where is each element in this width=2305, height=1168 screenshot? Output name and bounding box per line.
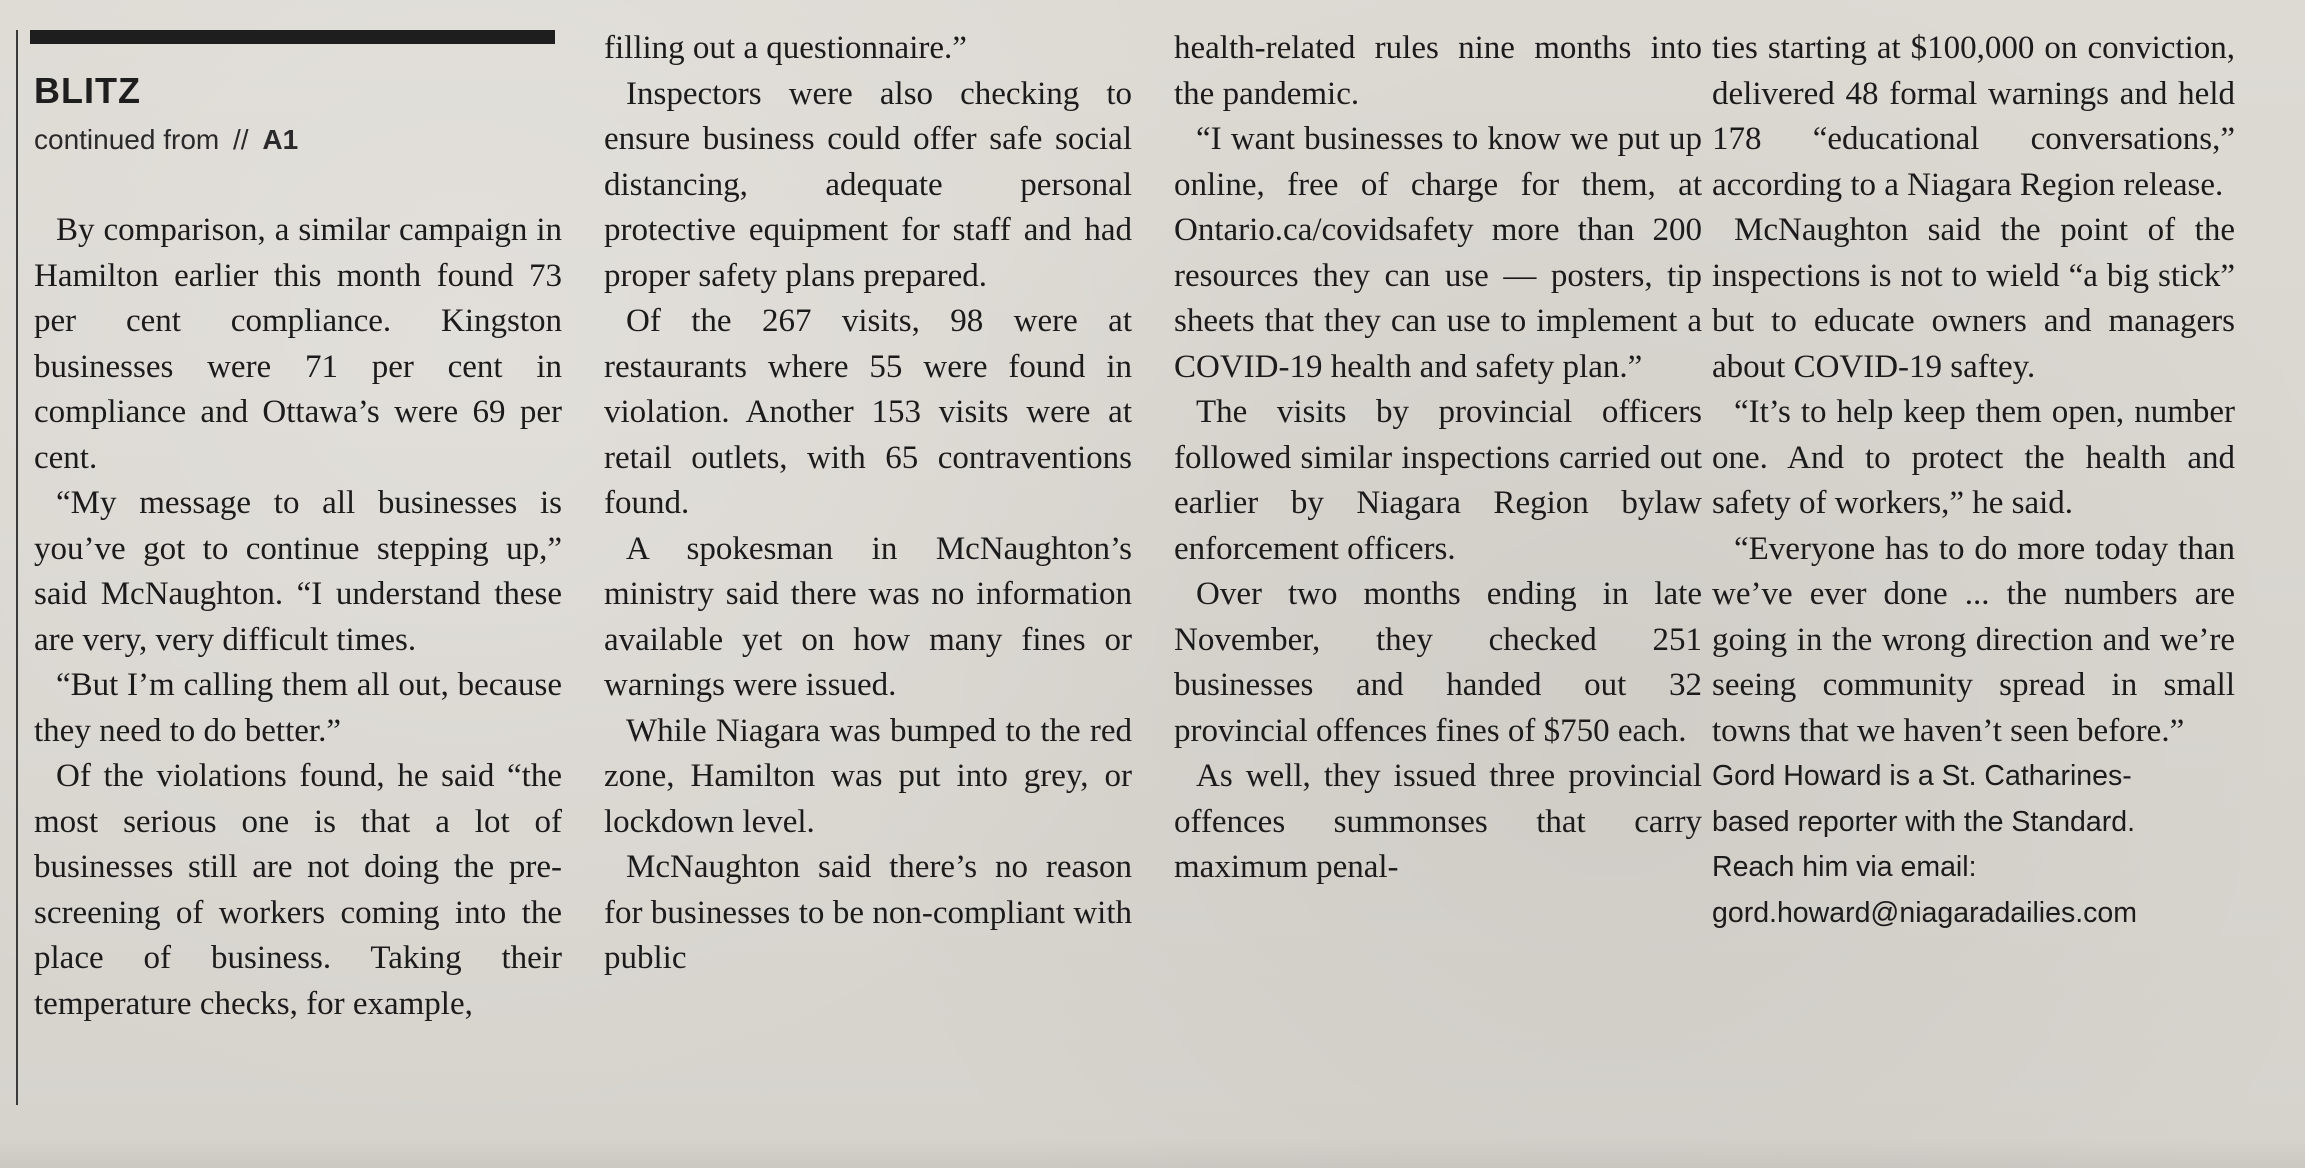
paragraph: By comparison, a similar campaign in Hamilton earlier this month found 73 per cent compliance. Kingston businesses were 71 per cent in compliance and Ottawa’s were 69 per cent.	[34, 212, 562, 476]
bio-line: Reach him via email:	[1712, 851, 1977, 883]
paragraph: “My message to all businesses is you’ve got to continue stepping up,” said McNaughton. “I understand these are very, very difficult times.	[34, 485, 562, 658]
paragraph: Over two months ending in late November, they checked 251 businesses and handed out 32 provincial offences fines of $750 each.	[1174, 576, 1702, 749]
jump-text: continued from	[34, 124, 220, 155]
paragraph: filling out a questionnaire.”	[604, 30, 967, 66]
paragraph: ties starting at $100,000 on conviction, delivered 48 formal warnings and held 178 “educational conversations,” according to a Niagara Region release.	[1712, 30, 2235, 203]
paragraph: Inspectors were also checking to ensure business could offer safe social distancing, adequate personal protective equipment for staff and had proper safety plans prepared.	[604, 75, 1132, 294]
bio-line: Gord Howard is a St. Catharines-	[1712, 760, 2132, 792]
kicker-label: BLITZ	[34, 70, 141, 111]
jump-page-ref: A1	[262, 124, 299, 155]
paragraph: Of the violations found, he said “the most serious one is that a lot of businesses still are not doing the pre-screening of workers coming into the place of business. Taking their temperature checks, for example,	[34, 758, 562, 1022]
paragraph: health-related rules nine months into the pandemic.	[1174, 30, 1702, 112]
bio-line: based reporter with the Standard.	[1712, 805, 2136, 838]
author-email: gord.howard@niagaradailies.com	[1712, 896, 2137, 929]
paragraph: “Everyone has to do more today than we’ve ever done ... the numbers are going in the wrong direction and we’re seeing community spread in small towns that we haven’t seen before.”	[1712, 530, 2235, 749]
section-bar	[30, 30, 555, 44]
article-column-2	[604, 26, 1132, 982]
paragraph: McNaughton said there’s no reason for businesses to be non-compliant with public	[604, 849, 1132, 976]
paper-edge	[0, 1138, 2305, 1168]
article-column-4	[1712, 26, 2235, 936]
paragraph: The visits by provincial officers followed similar inspections carried out earlier by Niagara Region bylaw enforcement officers.	[1174, 394, 1702, 567]
jump-separator: //	[233, 124, 249, 155]
paragraph: “But I’m calling them all out, because they need to do better.”	[34, 667, 562, 749]
paragraph: As well, they issued three provincial offences summonses that carry maximum penal-	[1174, 758, 1702, 885]
paragraph: Of the 267 visits, 98 were at restaurants where 55 were found in violation. Another 153 visits were at retail outlets, with 65 contraventions found.	[604, 303, 1132, 521]
paragraph: “It’s to help keep them open, number one. And to protect the health and safety of workers,” he said.	[1712, 394, 2235, 521]
paragraph: McNaughton said the point of the inspections is not to wield “a big stick” but to educate owners and managers about COVID-19 saftey.	[1712, 212, 2235, 385]
paragraph: A spokesman in McNaughton’s ministry said there was no information available yet on how many fines or warnings were issued.	[604, 530, 1132, 703]
paragraph: “I want businesses to know we put up online, free of charge for them, at Ontario.ca/covidsafety more than 200 resources they can use — posters, tip sheets that they can use to implement a COVID-19 health and safety plan.”	[1174, 121, 1702, 385]
author-bio	[1712, 754, 2235, 936]
column-rule	[16, 30, 18, 1105]
paragraph: While Niagara was bumped to the red zone, Hamilton was put into grey, or lockdown level.	[604, 712, 1132, 840]
article-column-3	[1174, 26, 1702, 891]
jump-line	[34, 124, 298, 156]
article-column-1	[34, 208, 562, 1027]
